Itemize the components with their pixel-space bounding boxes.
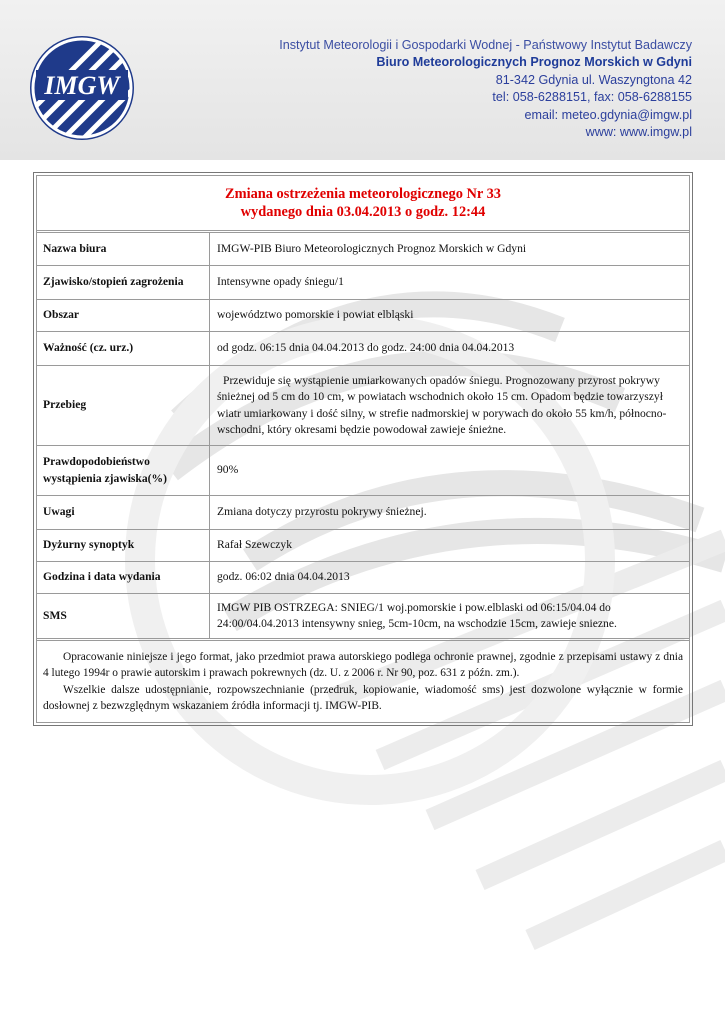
row-label: Zjawisko/stopień zagrożenia — [37, 266, 210, 300]
row-value: Rafał Szewczyk — [210, 530, 690, 562]
table-row — [37, 530, 689, 562]
table-row — [37, 232, 689, 266]
row-value: IMGW PIB OSTRZEGA: SNIEG/1 woj.pomorskie i pow.elblaski od 06:15/04.04 do 24:00/04.04.2013 intensywny snieg, 5cm-10cm, na wschodzie 15cm, zawieje sniezne. — [210, 594, 690, 638]
table-row — [37, 562, 689, 594]
row-value: województwo pomorskie i powiat elbląski — [210, 300, 690, 332]
row-value: godz. 06:02 dnia 04.04.2013 — [210, 562, 690, 594]
phone-fax: tel: 058-6288151, fax: 058-6288155 — [492, 90, 692, 105]
row-value: od godz. 06:15 dnia 04.04.2013 do godz. 24:00 dnia 04.04.2013 — [210, 332, 690, 366]
warning-title — [37, 176, 689, 230]
imgw-logo — [28, 34, 136, 142]
institute-name: Instytut Meteorologii i Gospodarki Wodnej - Państwowy Instytut Badawczy — [279, 38, 692, 52]
table-row — [37, 366, 689, 446]
table-row — [37, 496, 689, 530]
title-line-1: Zmiana ostrzeżenia meteorologicznego Nr 33 — [224, 186, 501, 202]
row-label: Uwagi — [37, 496, 210, 530]
table-row — [37, 300, 689, 332]
table-row — [37, 594, 689, 638]
institute-header — [279, 37, 692, 141]
row-label: Dyżurny synoptyk — [37, 530, 210, 562]
website: www: www.imgw.pl — [585, 125, 692, 140]
row-label: Nazwa biura — [37, 232, 210, 266]
warning-table — [37, 230, 689, 638]
warning-document — [33, 172, 693, 726]
office-name: Biuro Meteorologicznych Prognoz Morskich w Gdyni — [376, 55, 692, 70]
row-label: Godzina i data wydania — [37, 562, 210, 594]
row-value: IMGW-PIB Biuro Meteorologicznych Prognoz Morskich w Gdyni — [210, 232, 690, 266]
title-line-2: wydanego dnia 03.04.2013 o godz. 12:44 — [240, 204, 486, 220]
table-row — [37, 332, 689, 366]
logo-lettering: IMGW — [44, 71, 120, 100]
copyright-paragraph-2: Wszelkie dalsze udostępnianie, rozpowszechnianie (przedruk, kopiowanie, wiadomość sms) jest dozwolone wyłącznie w formie dosłownej z bezwzględnym wskazaniem źródła informacji tj. IMGW-PIB. — [43, 683, 683, 713]
row-value: Intensywne opady śniegu/1 — [210, 266, 690, 300]
row-label: SMS — [37, 594, 210, 638]
table-row — [37, 446, 689, 496]
row-label: Prawdopodobieństwo wystąpienia zjawiska(%) — [37, 446, 210, 496]
row-value: 90% — [210, 446, 690, 496]
copyright-paragraph-1: Opracowanie niniejsze i jego format, jako przedmiot prawa autorskiego podlega ochronie prawnej, zgodnie z przepisami ustawy z dnia 4 lutego 1994r o prawie autorskim i prawach pokrewnych (dz. U. z 2006 r. Nr 90, poz. 631 z późn. zm.). — [43, 650, 683, 680]
row-label: Ważność (cz. urz.) — [37, 332, 210, 366]
row-label: Obszar — [37, 300, 210, 332]
copyright-notice — [37, 638, 689, 722]
row-label: Przebieg — [37, 366, 210, 446]
row-value: Przewiduje się wystąpienie umiarkowanych opadów śniegu. Prognozowany przyrost pokrywy śnieżnej od 5 cm do 10 cm, w powiatach wschodnich około 15 cm. Opadom będzie towarzyszył wiatr umiarkowany i dość silny, w strefie nadmorskiej w porywach do około 55 km/h, północno-wschodni, który okresami będzie powodował zawieje śnieżne. — [210, 366, 690, 446]
email: email: meteo.gdynia@imgw.pl — [524, 107, 692, 122]
table-row — [37, 266, 689, 300]
row-value: Zmiana dotyczy przyrostu pokrywy śnieżnej. — [210, 496, 690, 530]
address: 81-342 Gdynia ul. Waszyngtona 42 — [495, 72, 692, 87]
